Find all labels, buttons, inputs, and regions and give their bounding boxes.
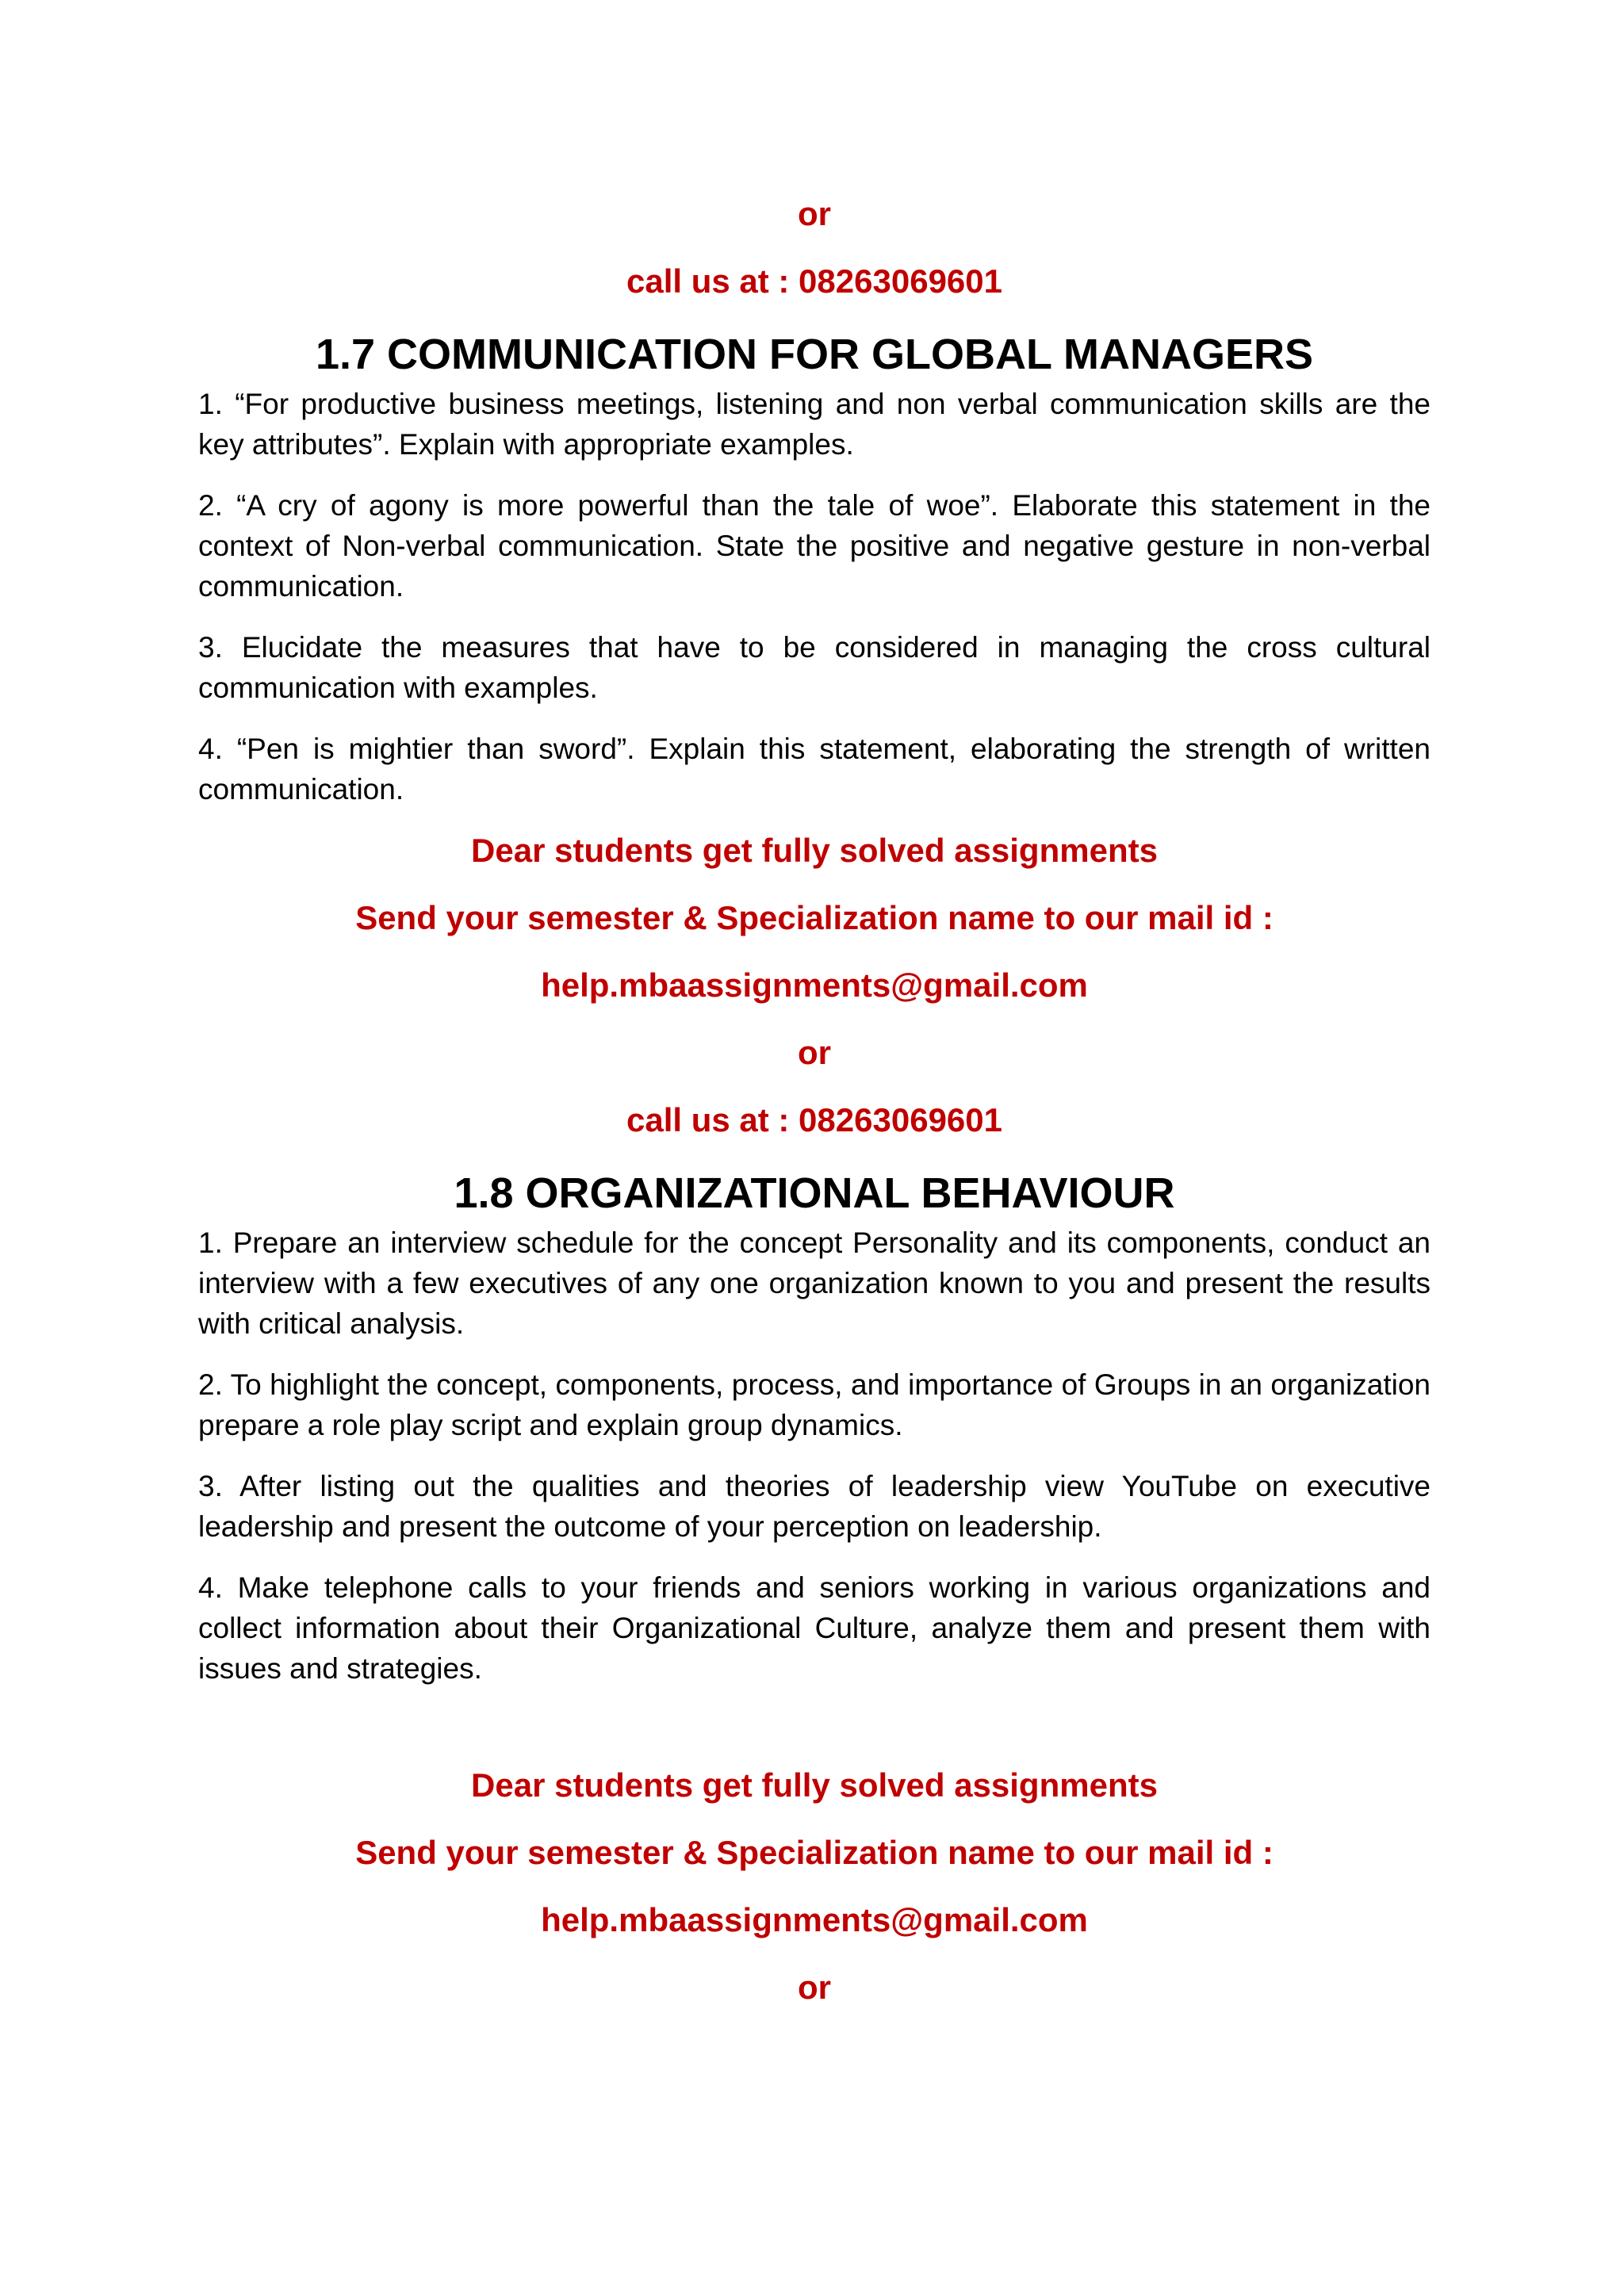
question-1-7-3: 3. Elucidate the measures that have to be considered in managing the cross cultural communication with examples. <box>198 631 1431 704</box>
promo-line-students: Dear students get fully solved assignments <box>471 1766 1158 1804</box>
question-list-1-7 <box>198 384 1431 809</box>
promo-call: call us at : 08263069601 <box>626 1101 1003 1138</box>
question-list-1-8 <box>198 1223 1431 1689</box>
promo-block-2 <box>198 1765 1431 2008</box>
promo-email: help.mbaassignments@gmail.com <box>541 1901 1088 1938</box>
promo-block-1 <box>198 830 1431 1141</box>
promo-line-send: Send your semester & Specialization name to our mail id : <box>355 899 1274 936</box>
question-1-8-2: 2. To highlight the concept, components, process, and importance of Groups in an organization prepare a role play script and explain group dynamics. <box>198 1368 1431 1441</box>
promo-or: or <box>798 1969 831 2006</box>
question-1-7-4: 4. “Pen is mightier than sword”. Explain this statement, elaborating the strength of written communication. <box>198 733 1431 806</box>
question-1-7-2: 2. “A cry of agony is more powerful than the tale of woe”. Elaborate this statement in the context of Non-verbal communication. State the positive and negative gesture in non-verbal communication. <box>198 489 1431 603</box>
promo-line-students: Dear students get fully solved assignments <box>471 832 1158 869</box>
question-1-7-1: 1. “For productive business meetings, listening and non verbal communication skills are the key attributes”. Explain with appropriate examples. <box>198 388 1431 461</box>
section-heading-1-7: 1.7 COMMUNICATION FOR GLOBAL MANAGERS <box>315 331 1313 378</box>
promo-line-send: Send your semester & Specialization name to our mail id : <box>355 1834 1274 1871</box>
promo-or: or <box>798 1034 831 1071</box>
promo-or-top: or <box>798 195 831 232</box>
section-heading-1-8: 1.8 ORGANIZATIONAL BEHAVIOUR <box>454 1169 1175 1217</box>
question-1-8-3: 3. After listing out the qualities and theories of leadership view YouTube on executive leadership and present the outcome of your perception on leadership. <box>198 1470 1431 1543</box>
spacer <box>198 1709 1431 1765</box>
question-1-8-4: 4. Make telephone calls to your friends and seniors working in various organizations and collect information about their Organizational Culture, analyze them and present them with issues and strategies. <box>198 1571 1431 1685</box>
question-1-8-1: 1. Prepare an interview schedule for the concept Personality and its components, conduct an interview with a few executives of any one organization known to you and present the results with critical analysis. <box>198 1226 1431 1340</box>
promo-email: help.mbaassignments@gmail.com <box>541 966 1088 1004</box>
promo-call-top: call us at : 08263069601 <box>626 262 1003 300</box>
